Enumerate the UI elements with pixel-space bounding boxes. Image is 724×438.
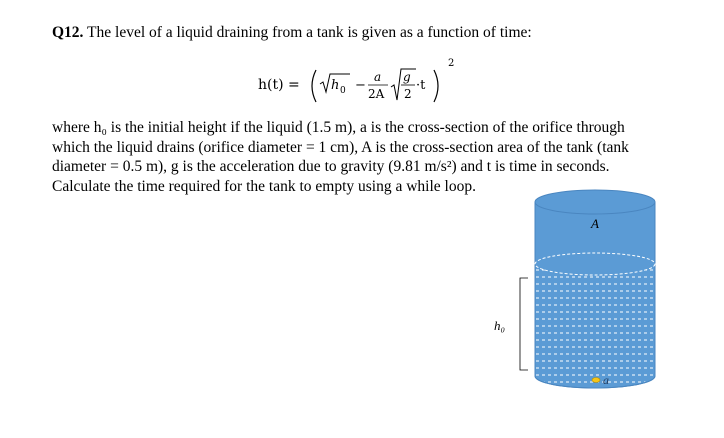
tank-graphic	[470, 176, 680, 396]
description-line: Calculate the time required for the tank to empty using a while loop.	[52, 177, 476, 195]
description-line: diameter = 0.5 m), g is the acceleration due to gravity (9.81 m/s²) and t is time in seconds.	[52, 158, 610, 175]
formula-lhs: h(t) =	[258, 77, 300, 93]
question-title: The level of a liquid draining from a tank is given as a function of time:	[87, 24, 532, 41]
formula-sqrt-den: 2	[404, 87, 412, 101]
formula-dot-t: ·t	[416, 78, 426, 93]
left-paren-glyph	[312, 70, 316, 102]
right-paren-glyph	[434, 70, 438, 102]
formula-exponent: 2	[448, 58, 455, 69]
orifice-label: a	[603, 373, 609, 387]
formula	[258, 54, 478, 110]
height-bracket-icon	[520, 278, 528, 370]
height-label: h₀	[494, 318, 506, 333]
orifice-icon	[592, 378, 600, 383]
formula-minus: −	[355, 78, 366, 93]
formula-frac-den: 2A	[368, 87, 385, 101]
formula-graphic	[258, 54, 478, 110]
formula-frac-num: a	[374, 70, 382, 84]
description-line: where h₀ is the initial height if the liquid (1.5 m), a is the cross-section of the orifice through	[52, 119, 625, 136]
description-line: which the liquid drains (orifice diameter = 1 cm), A is the cross-section area of the tank (tank	[52, 138, 629, 156]
formula-sqrt-num: g	[403, 70, 411, 84]
formula-root-subscript: 0	[340, 86, 346, 96]
tank-diagram	[470, 176, 680, 401]
question-heading	[52, 24, 532, 42]
tank-top	[535, 190, 655, 214]
liquid-region	[536, 264, 654, 387]
area-label: A	[591, 216, 599, 231]
question-number: Q12.	[52, 24, 84, 41]
formula-root-term: h	[331, 78, 340, 93]
